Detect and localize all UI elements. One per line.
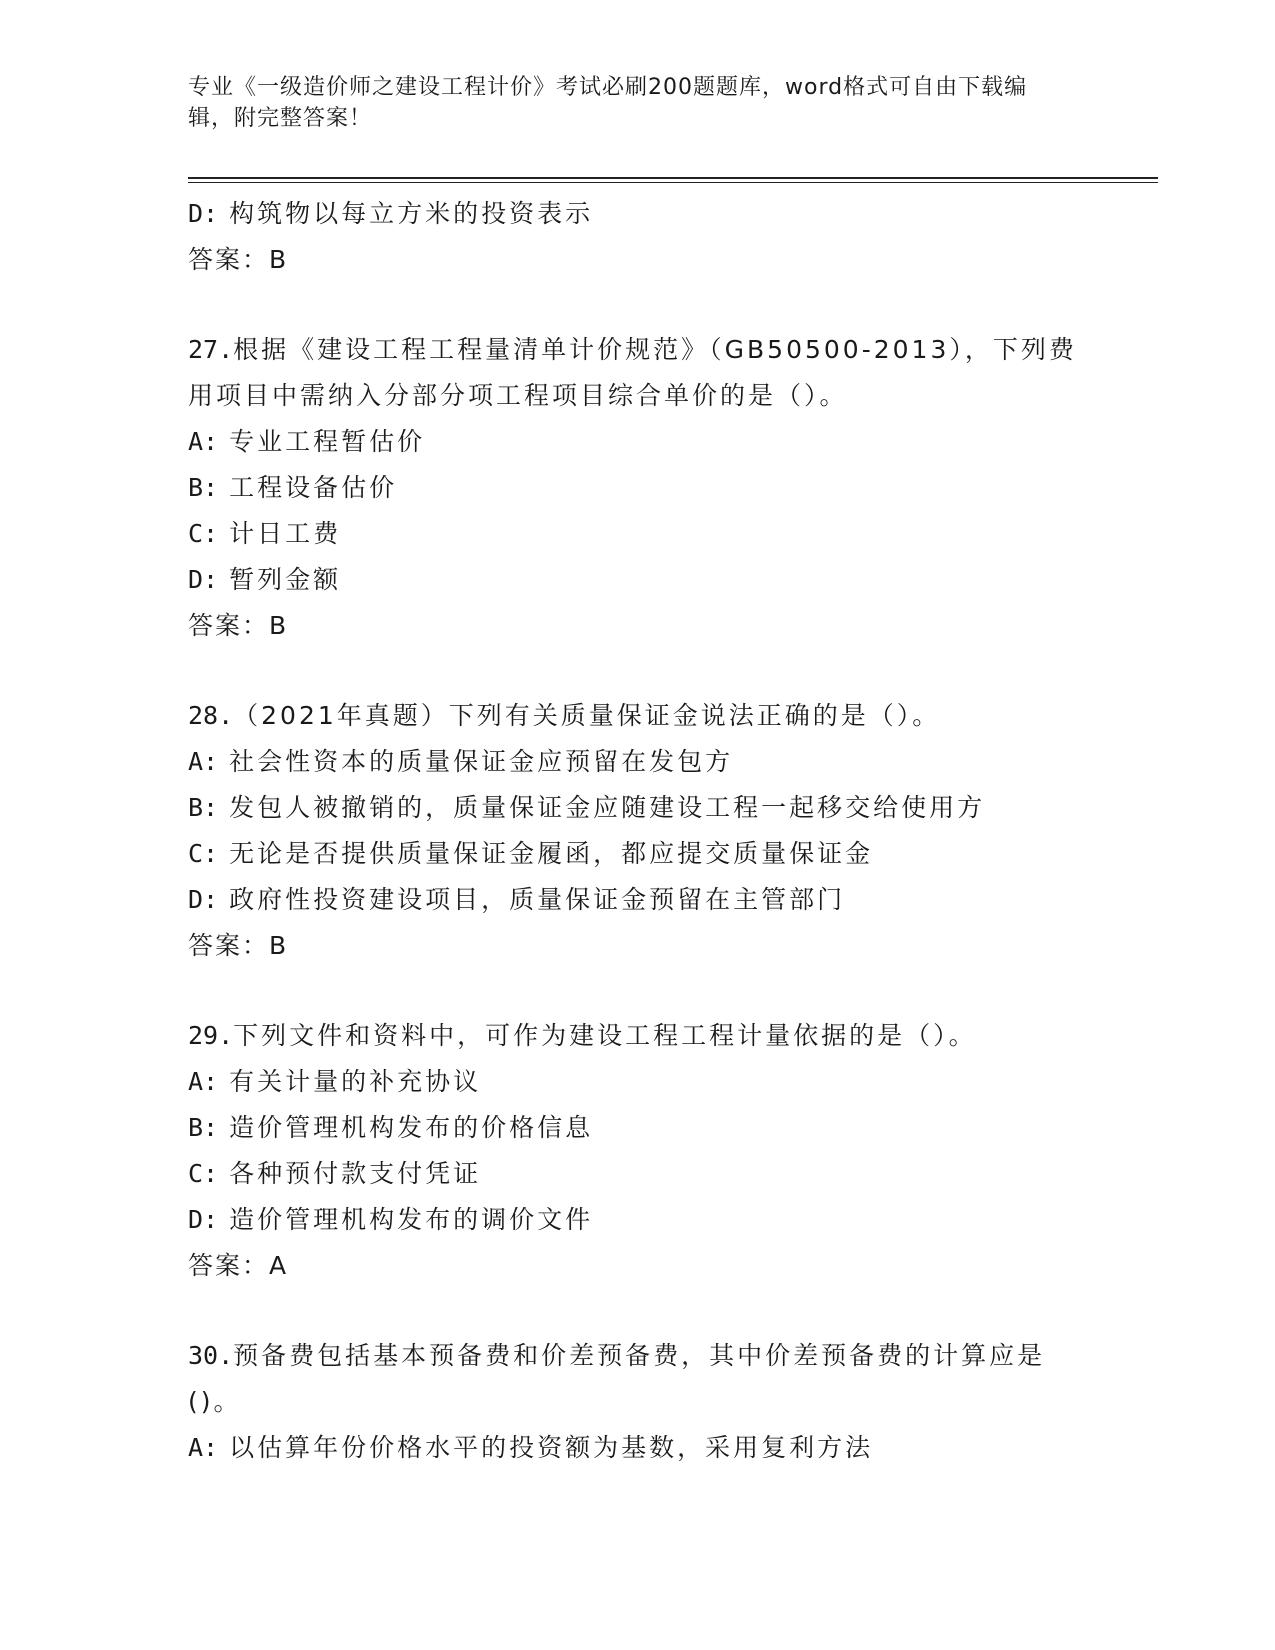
question-number: 28.	[188, 701, 234, 730]
question-27-stem	[188, 327, 1088, 419]
question-text: （2021年真题）下列有关质量保证金说法正确的是（）。	[233, 701, 941, 730]
option-label: D:	[188, 1205, 219, 1234]
question-number: 30.	[188, 1341, 234, 1370]
option-label: B:	[188, 473, 219, 502]
question-27-answer: 答案：B	[188, 611, 289, 640]
question-27-option-a	[188, 419, 1088, 465]
spacer	[188, 1289, 1088, 1333]
option-label: D:	[188, 199, 219, 228]
option-text: 发包人被撤销的，质量保证金应随建设工程一起移交给使用方	[229, 793, 986, 822]
option-text: 造价管理机构发布的价格信息	[229, 1113, 594, 1142]
option-text: 工程设备估价	[229, 473, 398, 502]
option-label: A:	[188, 427, 219, 456]
prev-option-d	[188, 191, 1088, 237]
option-label: A:	[188, 747, 219, 776]
question-29-option-b	[188, 1105, 1088, 1151]
question-28-option-b	[188, 785, 1088, 831]
question-number: 29.	[188, 1021, 234, 1050]
question-27-option-c	[188, 511, 1088, 557]
document-header: 专业《一级造价师之建设工程计价》考试必刷200题题库，word格式可自由下载编辑，附完整答案！	[188, 75, 1028, 131]
option-label: B:	[188, 1113, 219, 1142]
option-text: 暂列金额	[229, 565, 342, 594]
question-text: 下列文件和资料中，可作为建设工程工程计量依据的是（）。	[233, 1021, 977, 1050]
question-29-option-d	[188, 1197, 1088, 1243]
option-label: D:	[188, 565, 219, 594]
option-label: A:	[188, 1067, 219, 1096]
header-divider-thin	[188, 182, 1158, 183]
question-30-option-a	[188, 1425, 1088, 1471]
option-text: 计日工费	[229, 519, 342, 548]
option-text: 各种预付款支付凭证	[229, 1159, 482, 1188]
spacer	[188, 969, 1088, 1013]
question-27-option-d	[188, 557, 1088, 603]
question-29-stem	[188, 1013, 1088, 1059]
option-text: 有关计量的补充协议	[229, 1067, 482, 1096]
option-label: C:	[188, 839, 219, 868]
option-text: 造价管理机构发布的调价文件	[229, 1205, 594, 1234]
question-28-option-a	[188, 739, 1088, 785]
question-29-answer: 答案：A	[188, 1251, 289, 1280]
option-text: 无论是否提供质量保证金履函，都应提交质量保证金	[229, 839, 874, 868]
spacer	[188, 649, 1088, 693]
header-divider-thick	[188, 177, 1158, 179]
question-text: 预备费包括基本预备费和价差预备费，其中价差预备费的计算应是()。	[188, 1341, 1046, 1416]
option-text: 以估算年份价格水平的投资额为基数，采用复利方法	[229, 1433, 874, 1462]
question-30-stem	[188, 1333, 1088, 1425]
option-text: 构筑物以每立方米的投资表示	[229, 199, 594, 228]
option-label: A:	[188, 1433, 219, 1462]
option-label: B:	[188, 793, 219, 822]
option-text: 专业工程暂估价	[229, 427, 426, 456]
question-content	[188, 191, 1088, 1471]
option-text: 政府性投资建设项目，质量保证金预留在主管部门	[229, 885, 846, 914]
question-29-option-a	[188, 1059, 1088, 1105]
option-label: C:	[188, 1159, 219, 1188]
question-number: 27.	[188, 335, 234, 364]
question-29-option-c	[188, 1151, 1088, 1197]
option-text: 社会性资本的质量保证金应预留在发包方	[229, 747, 734, 776]
question-text: 根据《建设工程工程量清单计价规范》（GB50500-2013），下列费用项目中需纳入分部分项工程项目综合单价的是（）。	[188, 335, 1077, 410]
question-28-stem	[188, 693, 1088, 739]
option-label: D:	[188, 885, 219, 914]
question-28-option-d	[188, 877, 1088, 923]
question-27-option-b	[188, 465, 1088, 511]
spacer	[188, 283, 1088, 327]
prev-answer: 答案：B	[188, 245, 289, 274]
option-label: C:	[188, 519, 219, 548]
question-28-answer: 答案：B	[188, 931, 289, 960]
question-28-option-c	[188, 831, 1088, 877]
